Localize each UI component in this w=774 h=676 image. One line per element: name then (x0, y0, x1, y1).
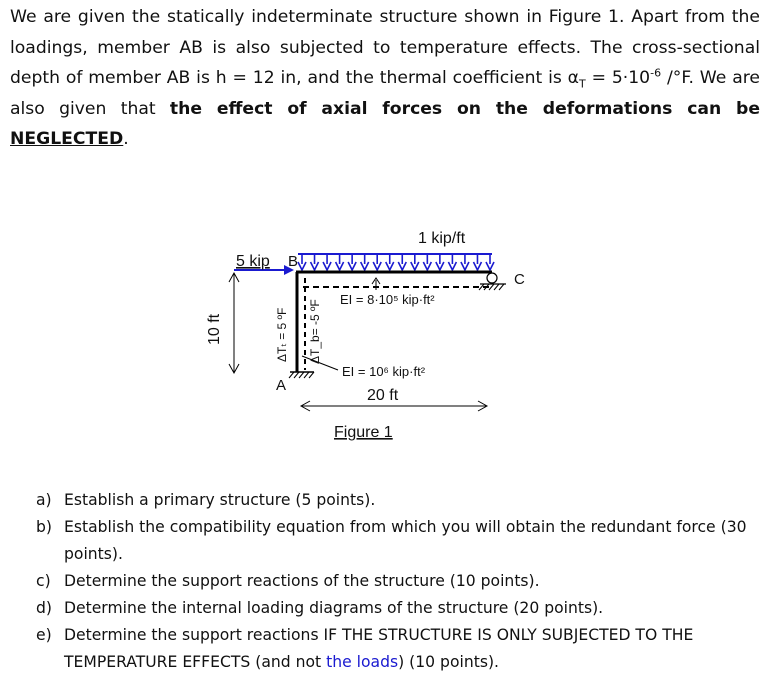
dimension-height-label: 10 ft (206, 313, 223, 345)
question-label: c) (36, 572, 51, 590)
question-item (36, 514, 756, 568)
figure-caption: Figure 1 (334, 424, 393, 441)
temp-top-label: ΔTₜ = 5 ºF (275, 307, 289, 362)
neglected-text: NEGLECTED (10, 129, 124, 149)
node-a-label: A (276, 377, 287, 394)
question-item (36, 568, 756, 595)
question-text: Determine the support reactions of the structure (10 points). (64, 572, 540, 590)
question-list (36, 487, 756, 676)
intro-text-1: We are given the statically indeterminate structure shown in Figure 1. Apart from the loadings, member AB is also subjected to temperature effects. The cross-sectional depth of member AB is h = 12 in, and the thermal coefficient is α (10, 7, 760, 88)
alpha-subscript: T (579, 77, 586, 91)
ei-beam-label: EI = 8·10⁵ kip·ft² (340, 292, 435, 307)
question-text: Establish the compatibility equation from which you will obtain the redundant force (30 points). (64, 518, 747, 563)
distributed-load-arrows (298, 254, 494, 270)
question-text (64, 622, 756, 676)
question-label: e) (36, 626, 52, 644)
node-c-label: C (514, 271, 525, 288)
support-a-hatch (289, 372, 314, 378)
support-c-hatch (479, 284, 504, 290)
distributed-load-label: 1 kip/ft (418, 230, 466, 247)
question-label: d) (36, 599, 52, 617)
point-load-label: 5 kip (236, 253, 270, 270)
question-e-text-2: ) (10 points). (398, 653, 499, 671)
question-item (36, 622, 756, 676)
dimension-span-label: 20 ft (367, 387, 399, 404)
question-item (36, 487, 756, 514)
question-text: Establish a primary structure (5 points). (64, 491, 376, 509)
question-text: Determine the internal loading diagrams of the structure (20 points). (64, 599, 604, 617)
intro-bold-text: the effect of axial forces on the deformations can be (169, 98, 760, 119)
support-c-roller (487, 273, 497, 283)
intro-text-3: /°F. We are also given that (10, 68, 760, 119)
temp-bottom-label: ΔT_b= -5 ºF (308, 299, 322, 364)
ei-column-label: EI = 10⁶ kip·ft² (342, 364, 426, 379)
question-e-text-1: Determine the support reactions IF THE STRUCTURE IS ONLY SUBJECTED TO THE TEMPERATURE EFFECTS (and not (64, 626, 694, 671)
question-label: b) (36, 518, 52, 536)
intro-text-5: . (123, 129, 129, 149)
question-item (36, 595, 756, 622)
node-b-label: B (288, 253, 299, 270)
exponent: -6 (650, 66, 662, 80)
question-label: a) (36, 491, 52, 509)
question-e-blue-text: the loads (326, 653, 399, 671)
intro-text-2: = 5·10 (585, 68, 651, 88)
